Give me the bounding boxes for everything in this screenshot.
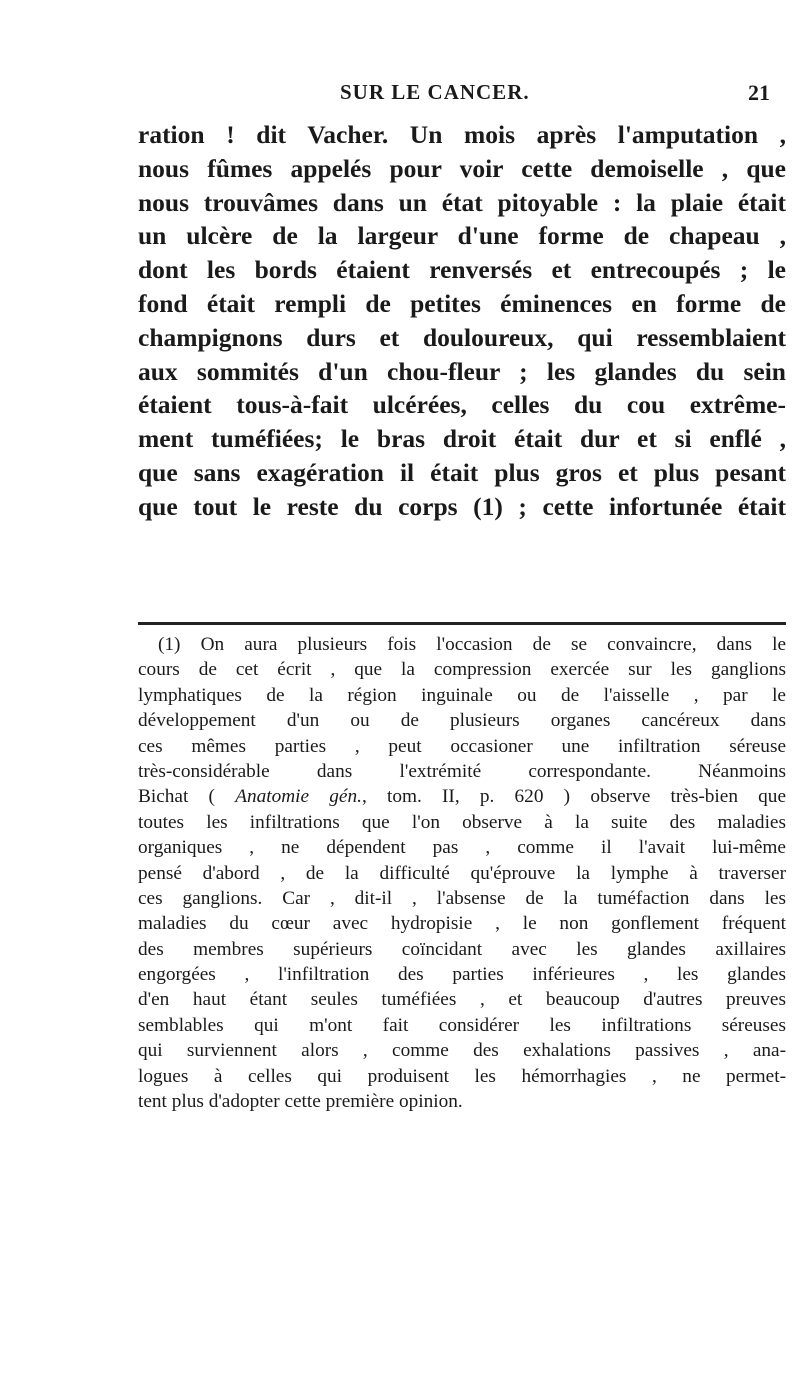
text-line: nous fûmes appelés pour voir cette demoiselle , que (138, 153, 786, 183)
text-line: nous trouvâmes dans un état pitoyable : la plaie était (138, 187, 786, 217)
running-title: SUR LE CANCER. (340, 80, 530, 104)
text-line: champignons durs et douloureux, qui ressemblaient (138, 322, 786, 352)
footnote-line: tent plus d'adopter cette première opinion. (138, 1091, 463, 1113)
text-line: que tout le reste du corps (1) ; cette infortunée était (138, 491, 786, 521)
footnote-line: logues à celles qui produisent les hémorrhagies , ne permet- (138, 1065, 786, 1087)
text-line: que sans exagération il était plus gros et plus pesant (138, 457, 786, 487)
footnote-line: ces mêmes parties , peut occasioner une infiltration séreuse (138, 735, 786, 757)
footnote-line: développement d'un ou de plusieurs organes cancéreux dans (138, 710, 786, 732)
text-line: ment tuméfiées; le bras droit était dur et si enflé , (138, 424, 786, 454)
footnote-line: maladies du cœur avec hydropisie , le non gonflement fréquent (138, 913, 786, 935)
footnote-citation-line (138, 784, 786, 809)
footnote-line: lymphatiques de la région inguinale ou de l'aisselle , par le (138, 684, 786, 706)
footnote-text: Bichat ( (138, 786, 215, 808)
footnote-line: (1) On aura plusieurs fois l'occasion de se convaincre, dans le (158, 634, 786, 655)
footnote-line: toutes les infiltrations que l'on observe à la suite des maladies (138, 811, 786, 833)
main-text (138, 118, 786, 524)
footnote-separator (138, 622, 786, 625)
citation-title: Anatomie gén. (235, 786, 362, 808)
page-number: 21 (748, 80, 770, 105)
text-line: aux sommités d'un chou-fleur ; les glandes du sein (138, 356, 786, 386)
footnote-line: d'en haut étant seules tuméfiées , et beaucoup d'autres preuves (138, 989, 786, 1011)
text-line: dont les bords étaient renversés et entrecoupés ; le (138, 255, 786, 285)
footnote-line: très-considérable dans l'extrémité correspondante. Néanmoins (138, 760, 786, 782)
footnote-line: ces ganglions. Car , dit-il , l'absense de la tuméfaction dans les (138, 887, 786, 909)
citation-ref: , tom. II, p. 620 ) (361, 786, 571, 808)
footnote-line: semblables qui m'ont fait considérer les infiltrations séreuses (138, 1014, 786, 1036)
footnote-line: qui surviennent alors , comme des exhalations passives , ana- (138, 1040, 786, 1062)
footnote (138, 632, 786, 1114)
footnote-text: observe très-bien que (590, 786, 787, 808)
page-header (0, 80, 801, 110)
footnote-line: des membres supérieurs coïncidant avec les glandes axillaires (138, 938, 786, 960)
text-line: un ulcère de la largeur d'une forme de chapeau , (138, 221, 786, 251)
footnote-line: pensé d'abord , de la difficulté qu'éprouve la lymphe à traverser (138, 862, 786, 884)
footnote-line: engorgées , l'infiltration des parties inférieures , les glandes (138, 964, 786, 986)
text-line: fond était rempli de petites éminences en forme de (138, 288, 786, 318)
text-line: étaient tous-à-fait ulcérées, celles du cou extrême- (138, 390, 786, 420)
text-line: ration ! dit Vacher. Un mois après l'amputation , (138, 120, 786, 149)
footnote-line: organiques , ne dépendent pas , comme il l'avait lui-même (138, 837, 786, 859)
footnote-line: cours de cet écrit , que la compression exercée sur les ganglions (138, 659, 786, 681)
